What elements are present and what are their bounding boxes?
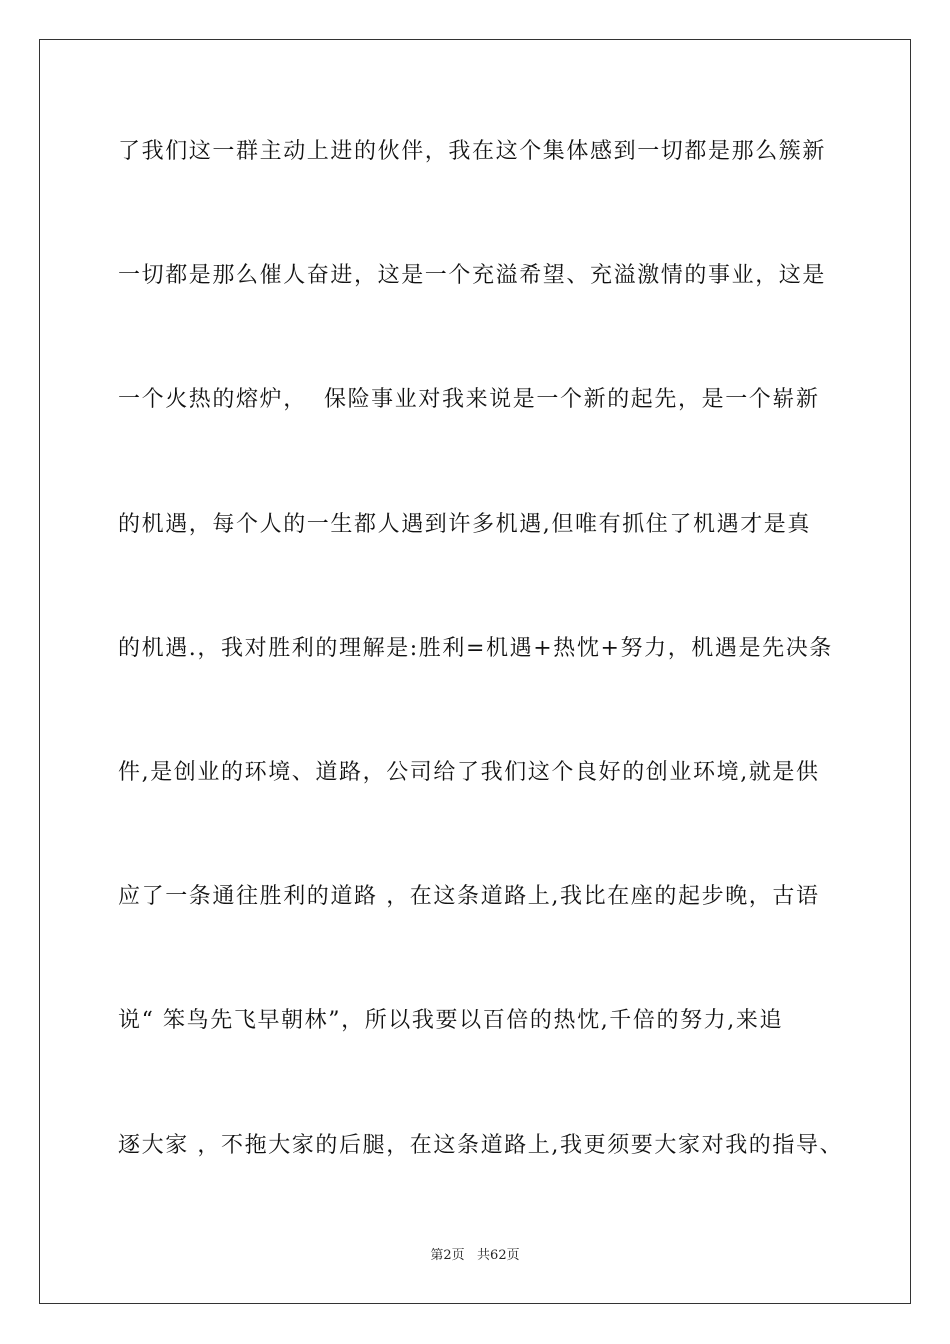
body-text-line: 一切都是那么催人奋进，这是一个充溢希望、充溢激情的事业，这是 (118, 263, 827, 289)
body-text-line: 的机遇.，我对胜利的理解是:胜利=机遇+热忱+努力，机遇是先决条 (118, 635, 833, 661)
document-body (118, 130, 844, 1248)
body-text-line: 逐大家 ，不拖大家的后腿，在这条道路上,我更须要大家对我的指导、 (118, 1132, 844, 1158)
body-text-line: 的机遇，每个人的一生都人遇到许多机遇,但唯有抓住了机遇才是真 (118, 511, 811, 537)
page-number-footer: 第2页 共62页 (430, 1248, 520, 1263)
body-text-line: 了我们这一群主动上进的伙伴，我在这个集体感到一切都是那么簇新 (118, 139, 827, 164)
body-text-line: 件,是创业的环境、道路，公司给了我们这个良好的创业环境,就是供 (118, 759, 820, 785)
body-text-line: 应了一条通往胜利的道路 ，在这条道路上,我比在座的起步晚，古语 (118, 884, 820, 910)
body-text-line: 一个火热的熔炉， 保险事业对我来说是一个新的起先，是一个崭新 (118, 387, 820, 413)
body-text-line: 说“ 笨鸟先飞早朝林”，所以我要以百倍的热忱,千倍的努力,来追 (118, 1008, 784, 1034)
